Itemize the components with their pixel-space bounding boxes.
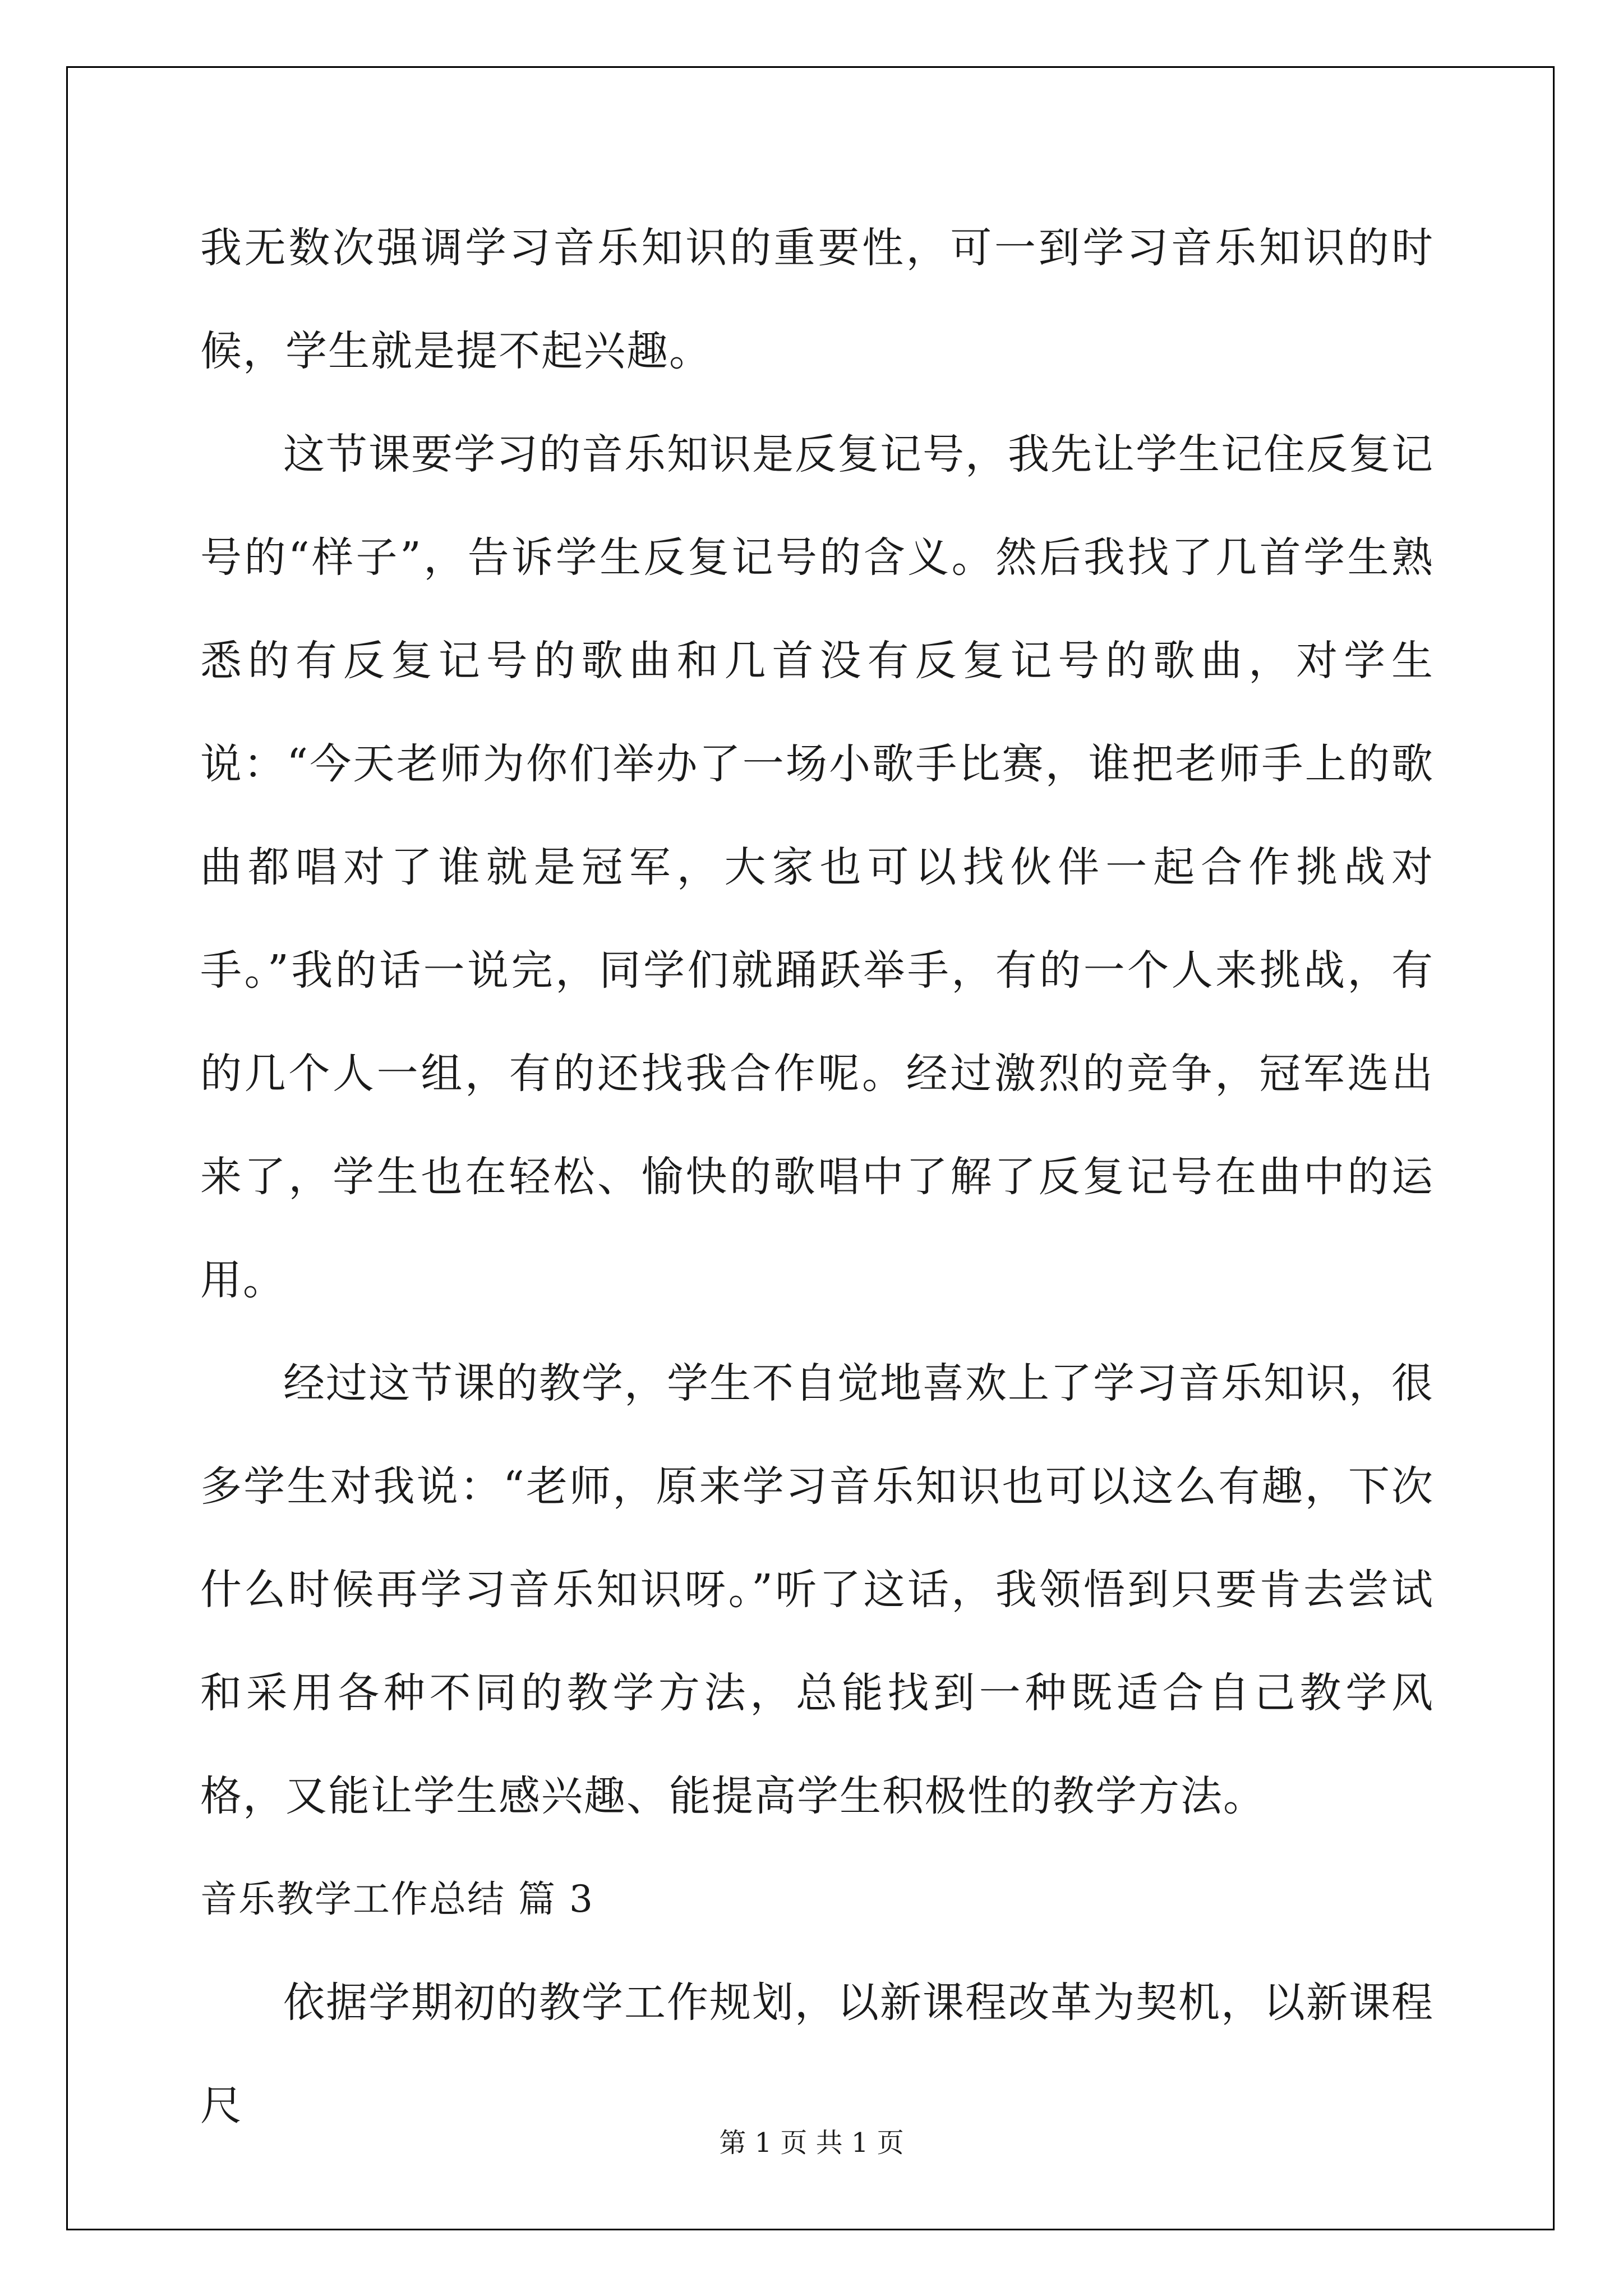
section-heading: 音乐教学工作总结 篇 3 [200, 1878, 594, 1921]
paragraph-3: 经过这节课的教学，学生不自觉地喜欢上了学习音乐知识，很多学生对我说：“老师，原来学习音乐知识也可以这么有趣，下次什么时候再学习音乐知识呀。”听了这话，我领悟到只要肯去尝试和采用各种不同的教学方法，总能找到一种既适合自己教学风格，又能让学生感兴趣、能提高学生积极性的教学方法。 [200, 1359, 1434, 1820]
page-number-footer: 第 1 页 共 1 页 [719, 2127, 904, 2159]
paragraph-4: 依据学期初的教学工作规划，以新课程改革为契机，以新课程尺 [200, 1978, 1434, 2130]
paragraph-1: 我无数次强调学习音乐知识的重要性，可一到学习音乐知识的时候，学生就是提不起兴趣。 [200, 224, 1434, 375]
paragraph-2: 这节课要学习的音乐知识是反复记号，我先让学生记住反复记号的“样子”，告诉学生反复记号的含义。然后我找了几首学生熟悉的有反复记号的歌曲和几首没有反复记号的歌曲，对学生说：“今天老师为你们举办了一场小歌手比赛，谁把老师手上的歌曲都唱对了谁就是冠军，大家也可以找伙伴一起合作挑战对手。”我的话一说完，同学们就踊跃举手，有的一个人来挑战，有的几个人一组，有的还找我合作呢。经过激烈的竞争，冠军选出来了，学生也在轻松、愉快的歌唱中了解了反复记号在曲中的运用。 [200, 430, 1434, 1304]
document-body [200, 196, 1434, 2157]
